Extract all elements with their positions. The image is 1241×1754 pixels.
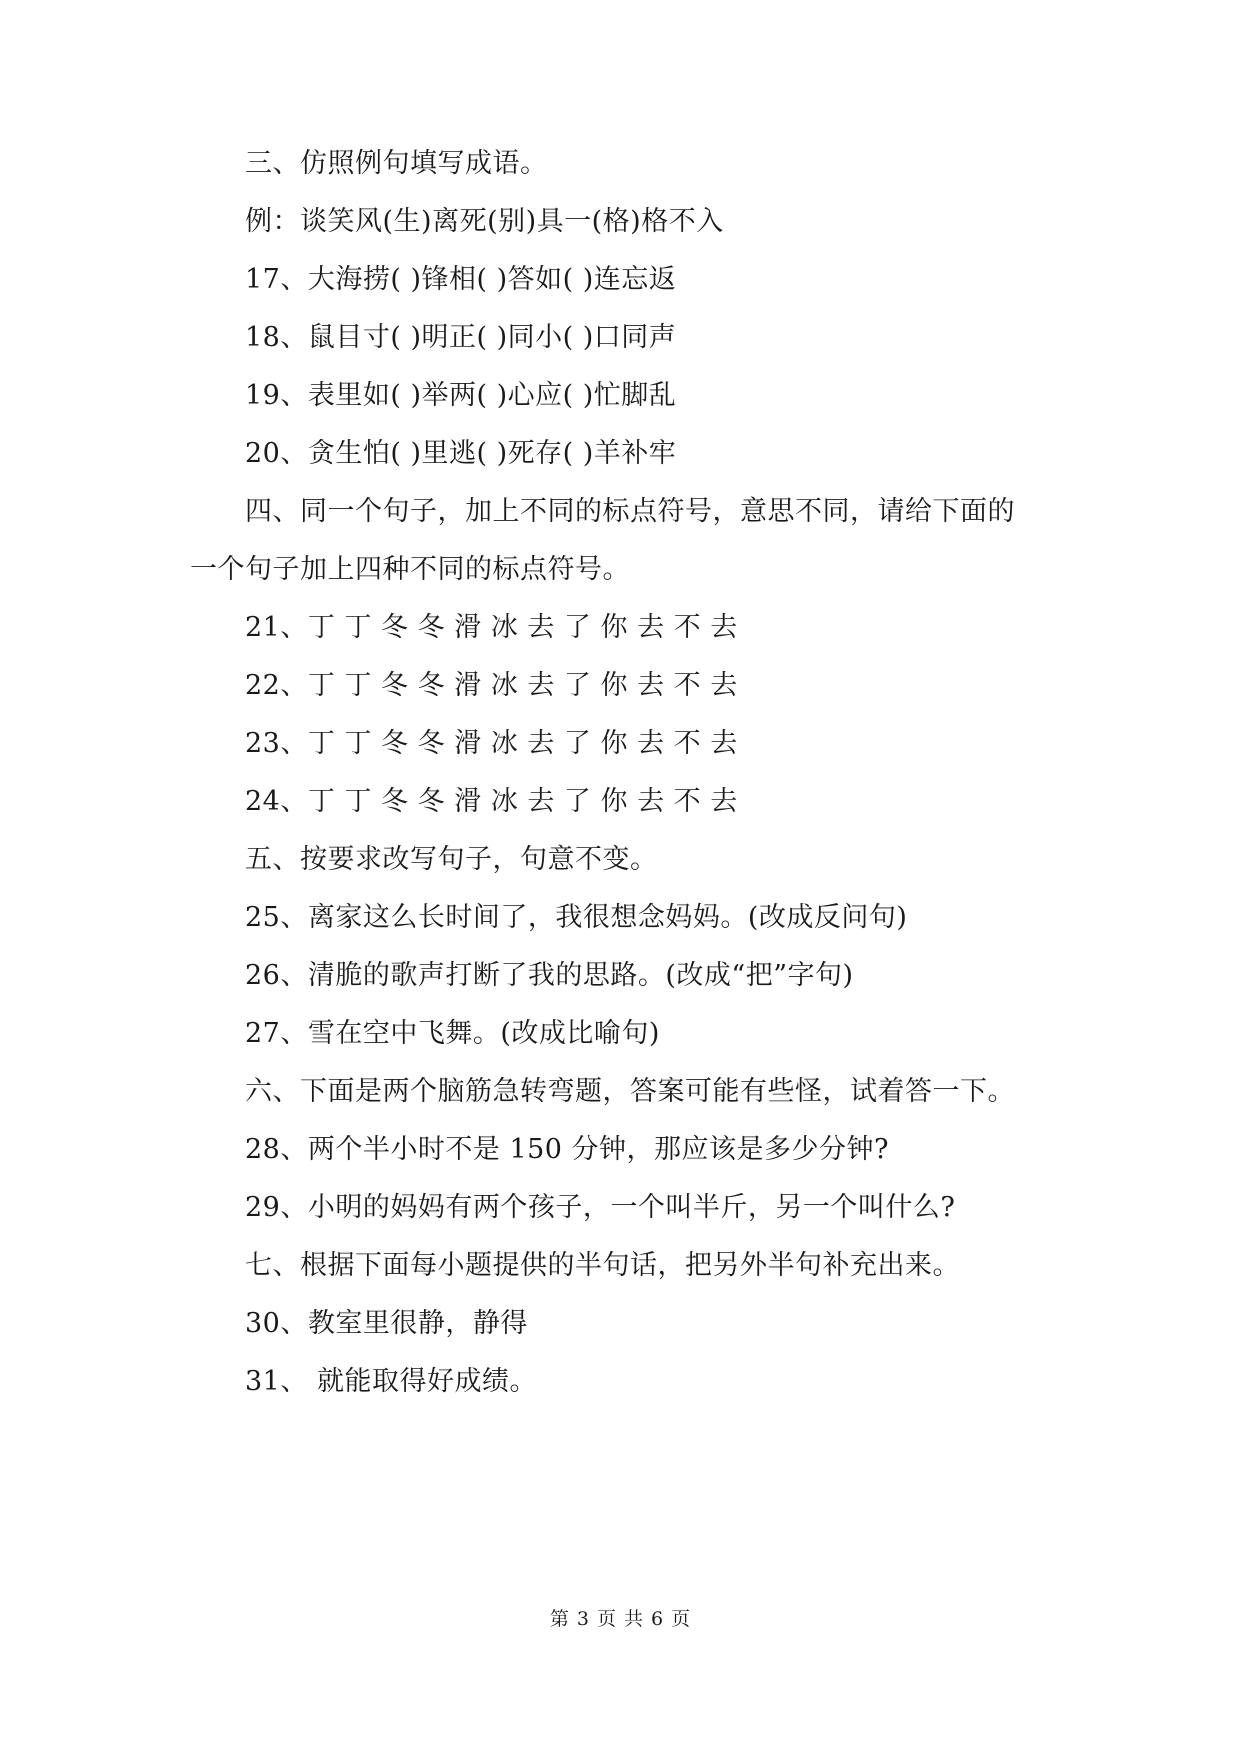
section-7-heading: 七、根据下面每小题提供的半句话，把另外半句补充出来。 <box>245 1250 960 1281</box>
question-31: 31、 就能取得好成绩。 <box>245 1366 537 1397</box>
question-25: 25、离家这么长时间了，我很想念妈妈。(改成反问句) <box>245 902 908 933</box>
question-30: 30、教室里很静，静得 <box>245 1308 528 1339</box>
section-4-heading: 四、同一个句子，加上不同的标点符号，意思不同，请给下面的 <box>245 496 1015 527</box>
section-4-heading-continued: 一个句子加上四种不同的标点符号。 <box>190 554 630 585</box>
section-3-heading: 三、仿照例句填写成语。 <box>245 148 548 179</box>
question-17: 17、大海捞( )锋相( )答如( )连忘返 <box>245 264 677 295</box>
section-5-heading: 五、按要求改写句子，句意不变。 <box>245 844 658 875</box>
question-18: 18、鼠目寸( )明正( )同小( )口同声 <box>245 322 677 353</box>
question-19: 19、表里如( )举两( )心应( )忙脚乱 <box>245 380 677 411</box>
example-line: 例：谈笑风(生)离死(别)具一(格)格不入 <box>245 206 724 237</box>
section-6-heading: 六、下面是两个脑筋急转弯题，答案可能有些怪，试着答一下。 <box>245 1076 1015 1107</box>
question-27: 27、雪在空中飞舞。(改成比喻句) <box>245 1018 660 1049</box>
question-21: 21、丁 丁 冬 冬 滑 冰 去 了 你 去 不 去 <box>245 612 738 643</box>
question-23: 23、丁 丁 冬 冬 滑 冰 去 了 你 去 不 去 <box>245 728 738 759</box>
question-22: 22、丁 丁 冬 冬 滑 冰 去 了 你 去 不 去 <box>245 670 738 701</box>
question-28: 28、两个半小时不是 150 分钟，那应该是多少分钟? <box>245 1134 890 1165</box>
question-29: 29、小明的妈妈有两个孩子，一个叫半斤，另一个叫什么? <box>245 1192 956 1223</box>
question-26: 26、清脆的歌声打断了我的思路。(改成“把”字句) <box>245 960 854 991</box>
page-footer: 第 3 页 共 6 页 <box>549 1608 692 1630</box>
question-20: 20、贪生怕( )里逃( )死存( )羊补牢 <box>245 438 677 469</box>
question-24: 24、丁 丁 冬 冬 滑 冰 去 了 你 去 不 去 <box>245 786 738 817</box>
